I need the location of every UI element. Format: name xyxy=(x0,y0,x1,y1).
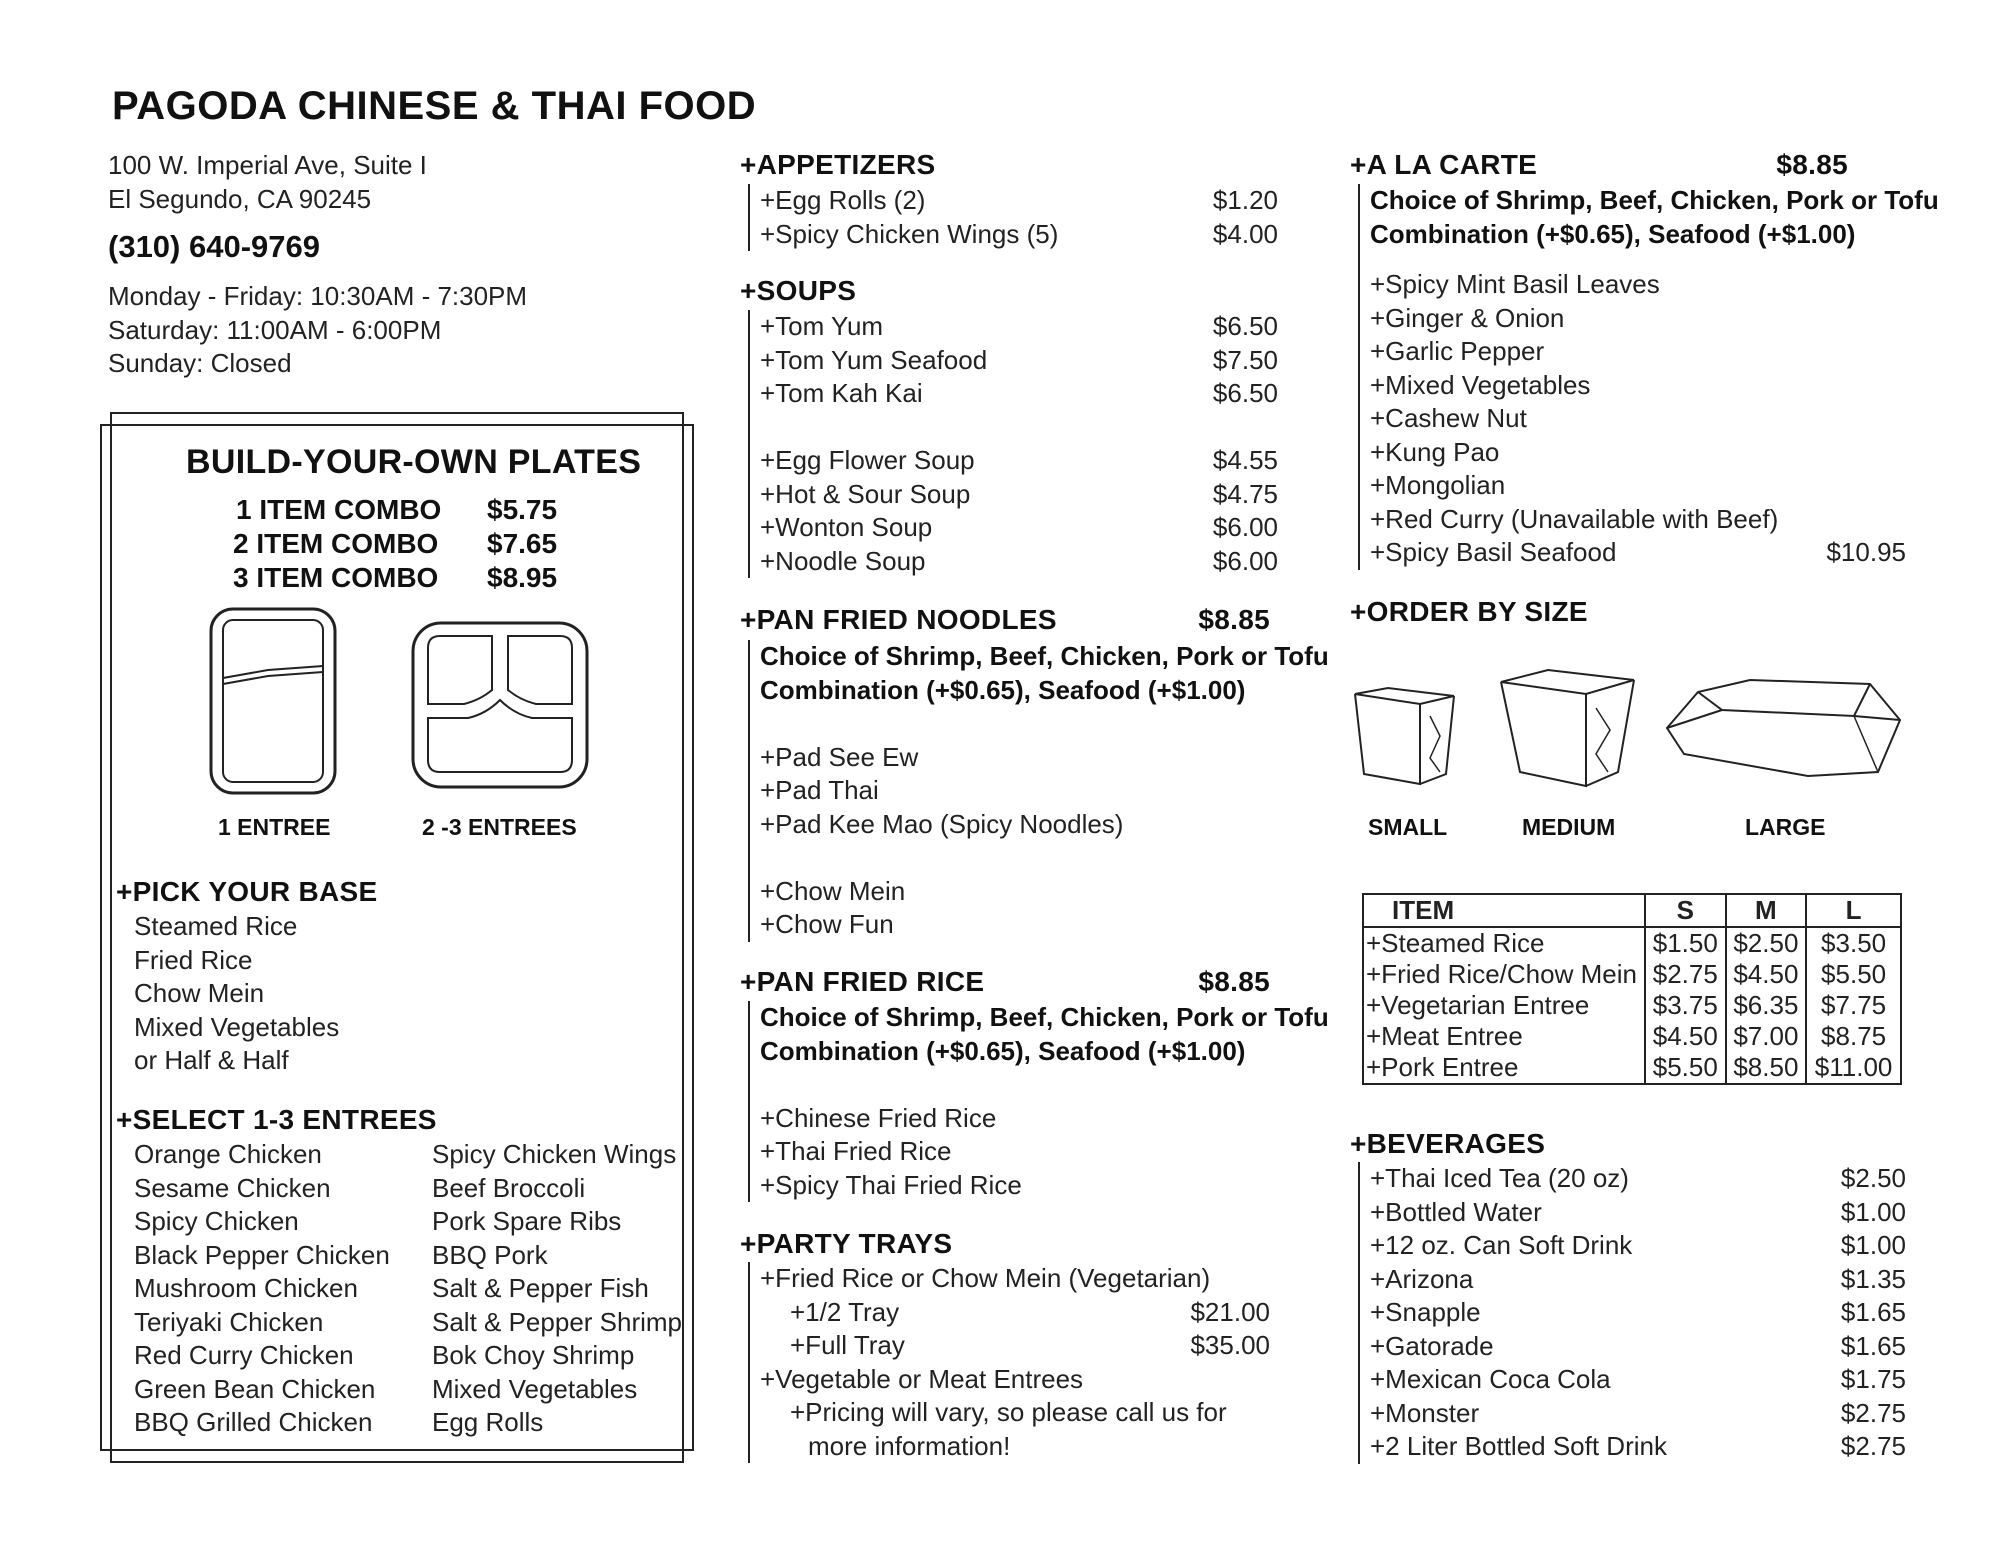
noodles-price: $8.85 xyxy=(1198,604,1270,635)
noodles-title: +PAN FRIED NOODLES xyxy=(740,604,1057,635)
entree-item: Salt & Pepper Fish xyxy=(432,1273,649,1303)
tray-1-caption: 1 ENTREE xyxy=(218,814,331,840)
rice-title: +PAN FRIED RICE xyxy=(740,966,985,997)
choice-line: Combination (+$0.65), Seafood (+$1.00) xyxy=(760,1035,1246,1066)
phone-number[interactable]: (310) 640-9769 xyxy=(108,229,320,264)
menu-item: +Bottled Water $1.00 xyxy=(1370,1196,1906,1227)
entrees-list-left xyxy=(134,1138,424,1440)
entree-item: Orange Chicken xyxy=(134,1139,322,1169)
alacarte-price: $8.85 xyxy=(1776,149,1848,180)
menu-item: +Cashew Nut xyxy=(1370,403,1527,433)
menu-item: +1/2 Tray $21.00 xyxy=(790,1296,1270,1327)
large-container-icon xyxy=(1664,676,1904,780)
combo-3-label: 3 ITEM COMBO xyxy=(233,562,439,593)
menu-item: +Chow Mein xyxy=(760,875,906,906)
hours-sunday: Sunday: Closed xyxy=(108,348,292,378)
choice-line: Choice of Shrimp, Beef, Chicken, Pork or Tofu xyxy=(1370,185,1939,215)
address-line-1: 100 W. Imperial Ave, Suite I xyxy=(108,150,427,180)
hours-weekday: Monday - Friday: 10:30AM - 7:30PM xyxy=(108,281,528,311)
table-row: +Vegetarian Entree $3.75 $6.35 $7.75 xyxy=(1363,990,1901,1021)
col-l: L xyxy=(1806,894,1901,927)
three-compartment-tray-icon xyxy=(410,620,590,790)
entree-item: Bok Choy Shrimp xyxy=(432,1340,635,1370)
entree-item: Pork Spare Ribs xyxy=(432,1206,622,1236)
menu-item: +Egg Flower Soup $4.55 xyxy=(760,445,1278,475)
appetizers-title: +APPETIZERS xyxy=(740,149,936,180)
build-title: BUILD-YOUR-OWN PLATES xyxy=(186,443,642,481)
entree-item: BBQ Grilled Chicken xyxy=(134,1407,373,1437)
menu-item: +Ginger & Onion xyxy=(1370,302,1565,333)
address-line-2: El Segundo, CA 90245 xyxy=(108,183,372,214)
menu-item: +Pad Kee Mao (Spicy Noodles) xyxy=(760,808,1124,839)
menu-item: +Spicy Mint Basil Leaves xyxy=(1370,269,1660,299)
alacarte-section xyxy=(1358,184,1939,570)
menu-item: +Thai Fried Rice xyxy=(760,1136,952,1166)
restaurant-name: PAGODA CHINESE & THAI FOOD xyxy=(112,84,757,128)
menu-item: +Tom Yum Seafood $7.50 xyxy=(760,344,1278,375)
entrees-title: +SELECT 1-3 ENTREES xyxy=(116,1104,437,1135)
soups-section xyxy=(748,310,1278,578)
base-item: or Half & Half xyxy=(134,1045,289,1075)
noodles-section xyxy=(748,640,1329,942)
small-container-icon xyxy=(1350,686,1460,796)
col-m: M xyxy=(1726,894,1807,927)
order-size-title: +ORDER BY SIZE xyxy=(1350,596,1588,627)
combo-2-price: $7.65 xyxy=(487,528,558,559)
entrees-list-right xyxy=(432,1138,682,1440)
menu-item: +Tom Yum $6.50 xyxy=(760,311,1278,341)
menu-item: +Arizona $1.35 xyxy=(1370,1263,1906,1294)
menu-item: +Wonton Soup $6.00 xyxy=(760,512,1278,542)
table-header-row xyxy=(1363,894,1901,927)
combo-2-label: 2 ITEM COMBO xyxy=(233,528,439,559)
menu-item: +Red Curry (Unavailable with Beef) xyxy=(1370,503,1779,534)
entree-item: BBQ Pork xyxy=(432,1239,548,1270)
note-line: more information! xyxy=(808,1430,1011,1461)
size-small-caption: SMALL xyxy=(1368,814,1448,840)
entree-item: Beef Broccoli xyxy=(432,1172,586,1203)
menu-item: +Mixed Vegetables xyxy=(1370,369,1591,400)
col-item: ITEM xyxy=(1363,894,1645,927)
party-section xyxy=(748,1262,1270,1463)
menu-item: +Mongolian xyxy=(1370,470,1506,500)
medium-container-icon xyxy=(1498,668,1638,790)
alacarte-header xyxy=(1350,149,1848,181)
entree-item: Spicy Chicken xyxy=(134,1206,299,1236)
choice-line: Combination (+$0.65), Seafood (+$1.00) xyxy=(1370,218,1856,249)
base-list xyxy=(134,910,434,1078)
entree-item: Egg Rolls xyxy=(432,1407,544,1437)
menu-item: +Gatorade $1.65 xyxy=(1370,1330,1906,1361)
base-item: Fried Rice xyxy=(134,944,253,975)
menu-item: +Monster $2.75 xyxy=(1370,1397,1906,1428)
combo-1-price: $5.75 xyxy=(487,494,558,525)
size-medium-caption: MEDIUM xyxy=(1522,814,1616,840)
soups-title: +SOUPS xyxy=(740,275,857,306)
hours-block xyxy=(108,280,527,381)
choice-line: Combination (+$0.65), Seafood (+$1.00) xyxy=(760,674,1246,705)
menu-item: +Hot & Sour Soup $4.75 xyxy=(760,478,1278,509)
menu-item: +Mexican Coca Cola $1.75 xyxy=(1370,1364,1906,1394)
entree-item: Mixed Vegetables xyxy=(432,1373,638,1404)
menu-item: +12 oz. Can Soft Drink $1.00 xyxy=(1370,1230,1906,1260)
beverages-title: +BEVERAGES xyxy=(1350,1128,1546,1159)
menu-item: +Thai Iced Tea (20 oz) $2.50 xyxy=(1370,1163,1906,1193)
table-row: +Meat Entree $4.50 $7.00 $8.75 xyxy=(1363,1021,1901,1052)
menu-item: +Spicy Chicken Wings (5) $4.00 xyxy=(760,218,1278,249)
one-compartment-tray-icon xyxy=(208,606,338,796)
tray-2-caption: 2 -3 ENTREES xyxy=(422,814,577,840)
size-large-caption: LARGE xyxy=(1745,814,1826,840)
menu-item: +Full Tray $35.00 xyxy=(790,1330,1270,1360)
entree-item: Salt & Pepper Shrimp xyxy=(432,1306,683,1337)
base-item: Steamed Rice xyxy=(134,911,298,941)
menu-item: +Tom Kah Kai $6.50 xyxy=(760,378,1278,408)
menu-item: +2 Liter Bottled Soft Drink $2.75 xyxy=(1370,1431,1906,1461)
noodles-header xyxy=(740,604,1270,636)
choice-line: Choice of Shrimp, Beef, Chicken, Pork or Tofu xyxy=(760,641,1329,671)
menu-item: +Garlic Pepper xyxy=(1370,336,1545,366)
party-title: +PARTY TRAYS xyxy=(740,1228,953,1259)
menu-item: +Noodle Soup $6.00 xyxy=(760,545,1278,576)
choice-line: Choice of Shrimp, Beef, Chicken, Pork or Tofu xyxy=(760,1002,1329,1032)
menu-item: +Vegetable or Meat Entrees xyxy=(760,1363,1084,1394)
base-item: Chow Mein xyxy=(134,978,265,1008)
combo-3-price: $8.95 xyxy=(487,562,558,593)
note-line: +Pricing will vary, so please call us for xyxy=(790,1397,1227,1427)
menu-item: +Snapple $1.65 xyxy=(1370,1297,1906,1327)
entree-item: Sesame Chicken xyxy=(134,1172,331,1203)
address-block xyxy=(108,149,427,216)
appetizers-section xyxy=(748,184,1278,251)
rice-header xyxy=(740,966,1270,998)
entree-item: Red Curry Chicken xyxy=(134,1340,354,1370)
menu-item: +Pad See Ew xyxy=(760,741,919,772)
menu-item: +Kung Pao xyxy=(1370,436,1500,467)
entree-item: Green Bean Chicken xyxy=(134,1373,376,1404)
hours-saturday: Saturday: 11:00AM - 6:00PM xyxy=(108,314,442,345)
menu-item: +Pad Thai xyxy=(760,775,879,805)
col-s: S xyxy=(1645,894,1726,927)
table-row: +Fried Rice/Chow Mein $2.75 $4.50 $5.50 xyxy=(1363,959,1901,990)
menu-item: +Chow Fun xyxy=(760,909,894,939)
menu-item: +Spicy Thai Fried Rice xyxy=(760,1169,1022,1200)
menu-item: +Spicy Basil Seafood $10.95 xyxy=(1370,537,1906,567)
alacarte-title: +A LA CARTE xyxy=(1350,149,1538,180)
base-title: +PICK YOUR BASE xyxy=(116,876,378,907)
table-row: +Steamed Rice $1.50 $2.50 $3.50 xyxy=(1363,927,1901,959)
menu-item: +Fried Rice or Chow Mein (Vegetarian) xyxy=(760,1263,1211,1293)
entree-item: Mushroom Chicken xyxy=(134,1273,358,1303)
rice-price: $8.85 xyxy=(1198,966,1270,997)
menu-item: +Egg Rolls (2) $1.20 xyxy=(760,185,1278,215)
table-row: +Pork Entree $5.50 $8.50 $11.00 xyxy=(1363,1052,1901,1084)
rice-section xyxy=(748,1001,1329,1202)
base-item: Mixed Vegetables xyxy=(134,1011,340,1042)
menu-item: +Chinese Fried Rice xyxy=(760,1102,997,1133)
size-price-table xyxy=(1362,893,1902,1085)
entree-item: Spicy Chicken Wings xyxy=(432,1139,677,1169)
beverages-section xyxy=(1358,1162,1906,1464)
combo-1-label: 1 ITEM COMBO xyxy=(236,494,442,525)
entree-item: Teriyaki Chicken xyxy=(134,1306,324,1337)
entree-item: Black Pepper Chicken xyxy=(134,1239,390,1270)
